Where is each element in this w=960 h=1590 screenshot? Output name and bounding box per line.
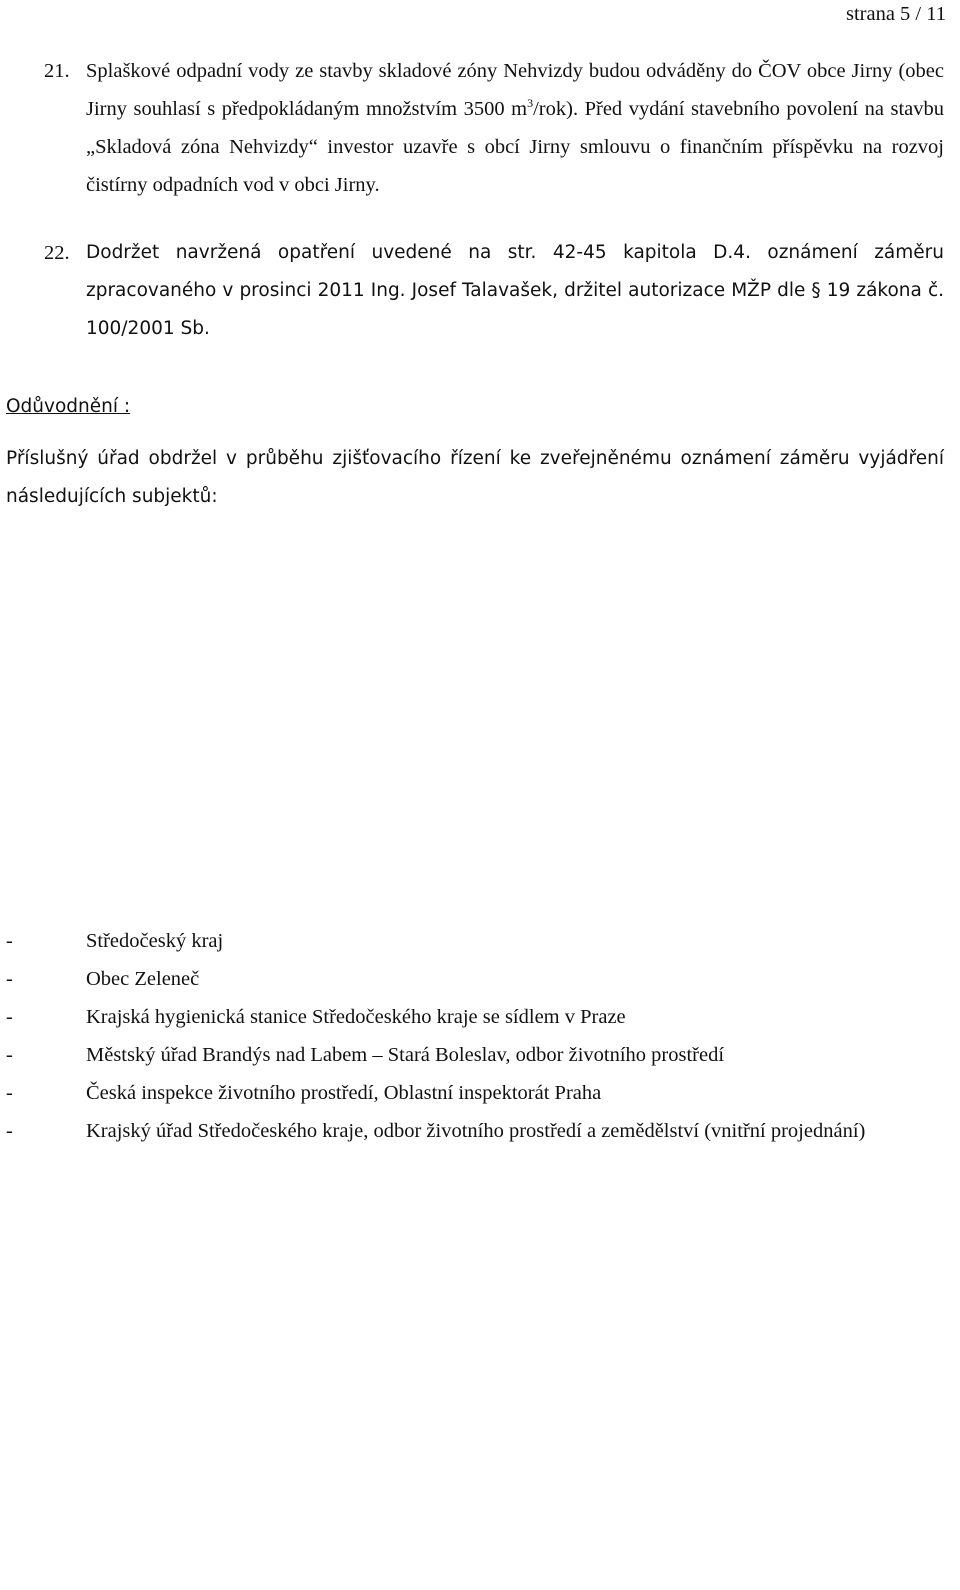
- condition-text: Dodržet navržená opatření uvedené na str. 42-45 kapitola D.4. oznámení záměru zpracovaného v prosinci 2011 Ing. Josef Talavašek, držitel autorizace MŽP dle § 19 zákona č. 100/2001 Sb.: [86, 242, 944, 339]
- subject-item: - Krajská hygienická stanice Středočeského kraje se sídlem v Praze: [6, 1006, 626, 1028]
- condition-22: [44, 234, 944, 348]
- reasoning-intro: Příslušný úřad obdržel v průběhu zjišťovacího řízení ke zveřejněnému oznámení záměru vyjádření následujících subjektů:: [6, 448, 944, 507]
- reasoning-heading: Odůvodnění :: [6, 396, 131, 417]
- subject-item: - Česká inspekce životního prostředí, Oblastní inspektorát Praha: [6, 1082, 602, 1104]
- page-number: strana 5 / 11: [845, 3, 946, 25]
- condition-number: 22.: [44, 242, 70, 264]
- subject-item: - Středočeský kraj: [6, 930, 224, 952]
- condition-21: [44, 52, 944, 204]
- superscript: 3: [527, 96, 534, 111]
- subject-item: - Obec Zeleneč: [6, 968, 200, 990]
- condition-text: Splaškové odpadní vody ze stavby skladové zóny Nehvizdy budou odváděny do ČOV obce Jirny (obec Jirny souhlasí s předpokládaným množstvím 3500 $m^3/rok$). Před vydání stavebního povolení na stavbu „Skladová zóna Nehvizdy“ investor uzavře s obcí Jirny smlouvu o finančním příspěvku na rozvoj čistírny odpadních vod v obci Jirny.: [86, 60, 944, 196]
- subject-item: - Městský úřad Brandýs nad Labem – Stará Boleslav, odbor životního prostředí: [6, 1044, 725, 1066]
- subject-item: - Krajský úřad Středočeského kraje, odbor životního prostředí a zemědělství (vnitřní projednání): [6, 1120, 866, 1142]
- condition-number: 21.: [44, 60, 70, 82]
